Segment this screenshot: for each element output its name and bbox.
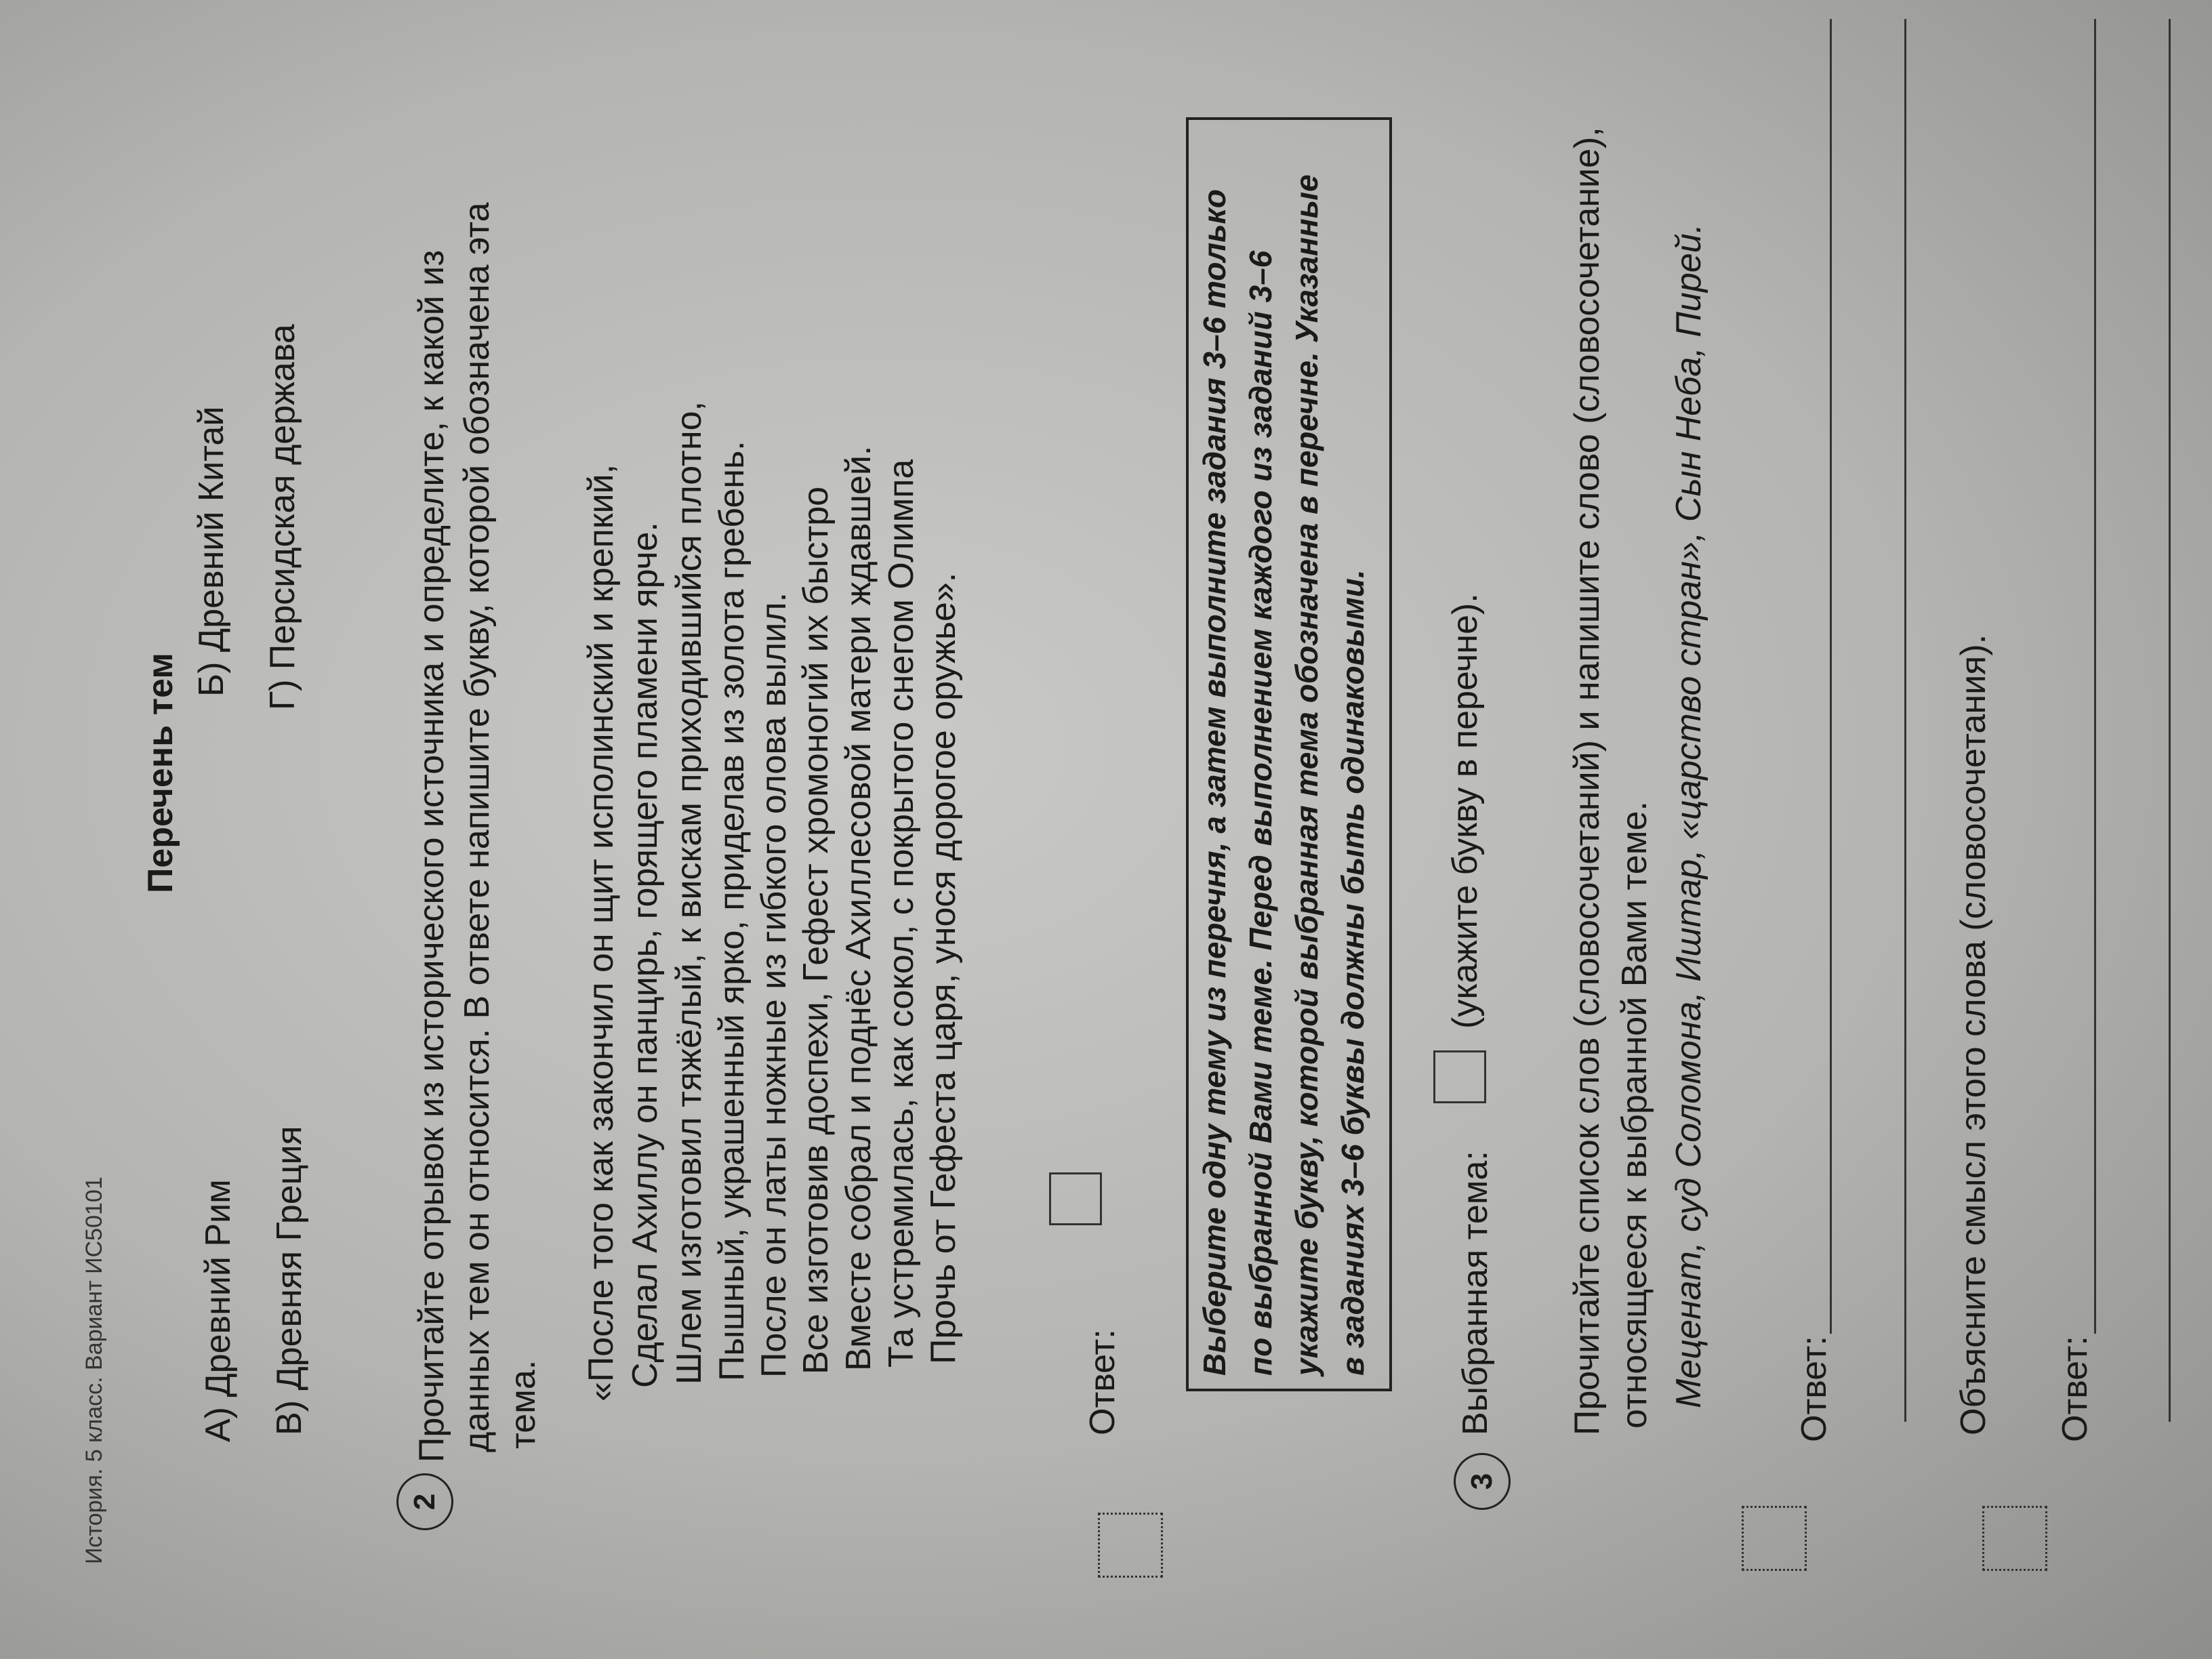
poem-line-8: Та устремилась, как сокол, с покрытого снегом Олимпа bbox=[882, 459, 921, 1368]
task3-explain: Объясните смысл этого слова (словосочетания). bbox=[1954, 634, 1993, 1435]
task3-answer-label: Ответ: bbox=[1795, 1336, 1834, 1442]
task3-score-box-2 bbox=[1982, 1506, 2047, 1571]
instructions-line-4: в заданиях 3–6 буквы должны быть одинаковыми. bbox=[1335, 569, 1370, 1376]
poem-line-3: Шлем изготовил тяжёлый, к вискам приходившийся плотно, bbox=[670, 401, 709, 1385]
task3-number: 3 bbox=[1454, 1453, 1511, 1510]
poem-line-1: «После того как закончил он щит исполинский и крепкий, bbox=[581, 464, 621, 1401]
page-header: История. 5 класс. Вариант ИС50101 bbox=[81, 1176, 107, 1564]
task3-answer2-label: Ответ: bbox=[2055, 1336, 2095, 1442]
task3-instruction-line-2: относящееся к выбранной Вами теме. bbox=[1615, 801, 1654, 1429]
instructions-line-1: Выберите одну тему из перечня, а затем выполните задания 3–6 только bbox=[1197, 189, 1232, 1376]
task2-instruction-line-3: тема. bbox=[504, 1359, 543, 1449]
poem-line-6: Все изготовив доспехи, Гефест хромоногий их быстро bbox=[796, 486, 836, 1374]
task2-number: 2 bbox=[396, 1473, 453, 1530]
poem-line-2: Сделал Ахиллу он панцирь, горящего пламени ярче. bbox=[626, 522, 665, 1388]
themes-title: Перечень тем bbox=[141, 653, 180, 893]
task3-answer-line-1[interactable] bbox=[1830, 19, 1832, 1334]
poem-line-4: Пышный, украшенный ярко, приделав из золота гребень. bbox=[712, 441, 752, 1381]
task2-answer-box[interactable] bbox=[1049, 1172, 1102, 1225]
theme-a: А) Древний Рим bbox=[199, 1179, 238, 1442]
task2-answer-label: Ответ: bbox=[1083, 1329, 1122, 1435]
theme-b: Б) Древний Китай bbox=[192, 406, 231, 697]
instructions-line-2: по выбранной Вами теме. Перед выполнением каждого из заданий 3–6 bbox=[1243, 250, 1278, 1376]
task3-instruction-line-1: Прочитайте список слов (словосочетаний) и напишите слово (словосочетание), bbox=[1568, 127, 1607, 1435]
poem-line-9: Прочь от Гефеста царя, унося дорогое оружье». bbox=[924, 572, 963, 1364]
task3-selected-label: Выбранная тема: bbox=[1456, 1151, 1495, 1435]
task3-score-box-1 bbox=[1742, 1506, 1807, 1571]
poem-line-7: Вместе собрал и поднёс Ахиллесовой матери ждавшей. bbox=[839, 445, 878, 1371]
poem-line-5: После он латы ножные из гибкого олова вылил. bbox=[754, 592, 794, 1378]
theme-d: Г) Персидская держава bbox=[263, 324, 302, 710]
task3-answer2-line-2[interactable] bbox=[2169, 19, 2171, 1422]
task2-score-box bbox=[1098, 1513, 1163, 1578]
task3-answer-line-2[interactable] bbox=[1904, 19, 1906, 1422]
task3-word-list: Меценат, суд Соломона, Иштар, «царство стран», Сын Неба, Пирей. bbox=[1669, 223, 1708, 1408]
theme-c: В) Древняя Греция bbox=[270, 1126, 309, 1435]
task3-selected-box[interactable] bbox=[1433, 1050, 1486, 1103]
task3-answer2-line-1[interactable] bbox=[2094, 19, 2096, 1334]
task3-selected-hint: (укажите букву в перечне). bbox=[1446, 593, 1485, 1029]
task2-instruction-line-2: данных тем он относится. В ответе напишите букву, которой обозначена эта bbox=[457, 202, 497, 1452]
task2-instruction-line-1: Прочитайте отрывок из исторического источника и определите, к какой из bbox=[412, 249, 451, 1462]
instructions-line-3: укажите букву, которой выбранная тема обозначена в перечне. Указанные bbox=[1289, 174, 1324, 1376]
